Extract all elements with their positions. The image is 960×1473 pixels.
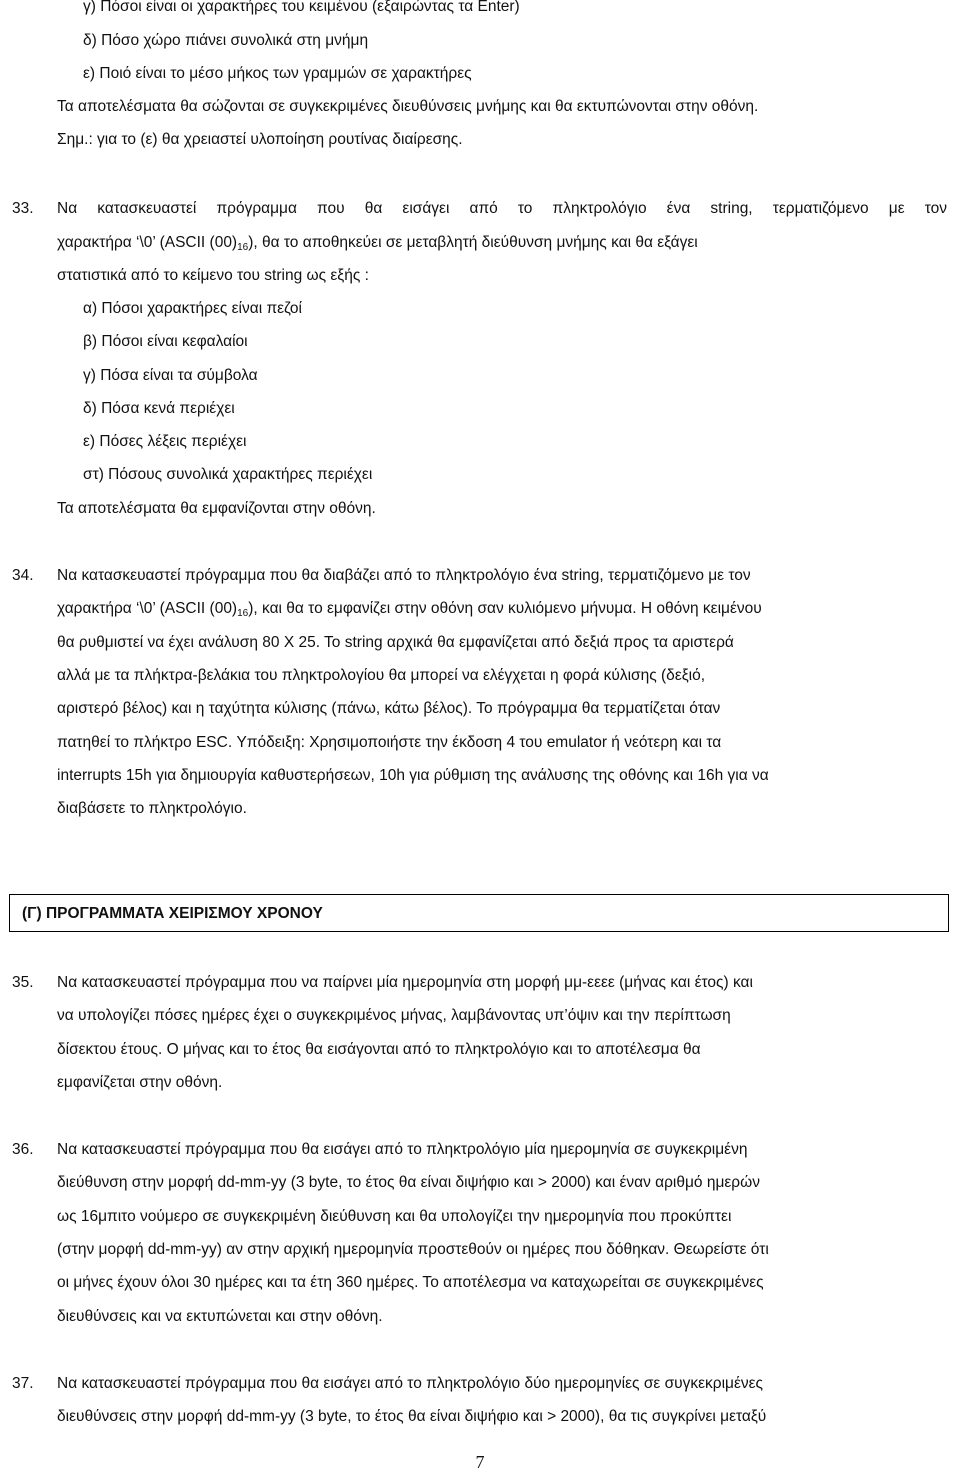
exercise-number: 36.: [12, 1141, 34, 1158]
list-item: δ) Πόσο χώρο πιάνει συνολικά στη μνήμη: [83, 32, 369, 49]
paragraph-line: Σημ.: για το (ε) θα χρειαστεί υλοποίηση ρουτίνας διαίρεσης.: [57, 131, 463, 148]
paragraph-line: πατηθεί το πλήκτρο ESC. Υπόδειξη: Χρησιμοποιήστε την έκδοση 4 του emulator ή νεότερη και τα: [57, 734, 722, 751]
list-item: γ) Πόσοι είναι οι χαρακτήρες του κειμένου (εξαιρώντας τα Enter): [83, 0, 520, 15]
paragraph-line: διευθύνσεις και να εκτυπώνεται και στην οθόνη.: [57, 1308, 383, 1325]
list-item: στ) Πόσους συνολικά χαρακτήρες περιέχει: [83, 466, 373, 483]
paragraph-line: αλλά με τα πλήκτρα-βελάκια του πληκτρολογίου θα μπορεί να ελέγχεται η φορά κύλισης (δεξιό,: [57, 667, 706, 684]
paragraph-line: ως 16μπιτο νούμερο σε συγκεκριμένη διεύθυνση και θα υπολογίζει την ημερομηνία που προκύπτει: [57, 1208, 732, 1225]
paragraph-line: [57, 233, 947, 253]
exercise-number: 35.: [12, 974, 34, 991]
paragraph-line: Τα αποτελέσματα θα εμφανίζονται στην οθόνη.: [57, 500, 376, 517]
paragraph-line: Να κατασκευαστεί πρόγραμμα που θα διαβάζει από το πληκτρολόγιο ένα string, τερματιζόμενο με τον: [57, 567, 751, 584]
paragraph-line: διευθύνσεις στην μορφή dd-mm-yy (3 byte, το έτος θα είναι διψήφιο και > 2000), θα τις συγκρίνει μεταξύ: [57, 1408, 767, 1425]
section-title: (Γ) ΠΡΟΓΡΑΜΜΑΤΑ ΧΕΙΡΙΣΜΟΥ ΧΡΟΝΟΥ: [22, 905, 323, 922]
page-number: 7: [475, 1452, 485, 1472]
paragraph-line: Να κατασκευαστεί πρόγραμμα που θα εισάγει από το πληκτρολόγιο ένα string, τερματιζόμενο με τον: [57, 200, 947, 217]
list-item: α) Πόσοι χαρακτήρες είναι πεζοί: [83, 300, 302, 317]
paragraph-line: οι μήνες έχουν όλοι 30 ημέρες και τα έτη 360 ημέρες. Το αποτέλεσμα να καταχωρείται σε συγκεκριμένες: [57, 1274, 764, 1291]
text-segment: χαρακτήρα ‘\0’ (ASCII $(00)_{16}$), θα το αποθηκεύει σε μεταβλητή διεύθυνση μνήμης και θα εξάγει: [57, 234, 698, 253]
list-item: ε) Ποιό είναι το μέσο μήκος των γραμμών σε χαρακτήρες: [83, 65, 472, 82]
paragraph-line: διαβάσετε το πληκτρολόγιο.: [57, 800, 247, 817]
paragraph-line: Τα αποτελέσματα θα σώζονται σε συγκεκριμένες διευθύνσεις μνήμης και θα εκτυπώνονται στην οθόνη.: [57, 98, 759, 115]
exercise-number: 33.: [12, 200, 34, 217]
list-item: δ) Πόσα κενά περιέχει: [83, 400, 235, 417]
section-header: [9, 894, 949, 932]
exercise-number: 34.: [12, 567, 34, 584]
paragraph-line: να υπολογίζει πόσες ημέρες έχει ο συγκεκριμένος μήνας, λαμβάνοντας υπ’όψιν και την περίπτωση: [57, 1007, 731, 1024]
paragraph-line: (στην μορφή dd-mm-yy) αν στην αρχική ημερομηνία προστεθούν οι ημέρες που δόθηκαν. Θεωρείστε ότι: [57, 1241, 769, 1258]
paragraph-line: στατιστικά από το κείμενο του string ως εξής :: [57, 267, 369, 284]
paragraph-line: εμφανίζεται στην οθόνη.: [57, 1074, 223, 1091]
paragraph-line: interrupts 15h για δημιουργία καθυστερήσεων, 10h για ρύθμιση της ανάλυσης της οθόνης και 16h για να: [57, 767, 769, 784]
paragraph-line: αριστερό βέλος) και η ταχύτητα κύλισης (πάνω, κάτω βέλος). Το πρόγραμμα θα τερματίζεται όταν: [57, 700, 721, 717]
paragraph-line: χαρακτήρα ‘\0’ (ASCII $(00)_{16}$), και θα το εμφανίζει στην οθόνη σαν κυλιόμενο μήνυμα. Η οθόνη κειμένου: [57, 600, 762, 619]
list-item: β) Πόσοι είναι κεφαλαίοι: [83, 333, 248, 350]
paragraph-line: Να κατασκευαστεί πρόγραμμα που να παίρνει μία ημερομηνία στη μορφή μμ-εεεε (μήνας και έτος) και: [57, 974, 753, 991]
exercise-number: 37.: [12, 1375, 34, 1392]
paragraph-line: θα ρυθμιστεί να έχει ανάλυση 80 Χ 25. Το string αρχικά θα εμφανίζεται από δεξιά προς τα αριστερά: [57, 634, 734, 651]
list-item: γ) Πόσα είναι τα σύμβολα: [83, 367, 258, 384]
paragraph-line: Να κατασκευαστεί πρόγραμμα που θα εισάγει από το πληκτρολόγιο δύο ημερομηνίες σε συγκεκριμένες: [57, 1375, 764, 1392]
paragraph-line: διεύθυνση στην μορφή dd-mm-yy (3 byte, το έτος θα είναι διψήφιο και > 2000) και έναν αριθμό ημερών: [57, 1174, 760, 1191]
paragraph-line: Να κατασκευαστεί πρόγραμμα που θα εισάγει από το πληκτρολόγιο μία ημερομηνία σε συγκεκριμένη: [57, 1141, 748, 1158]
paragraph-line: δίσεκτου έτους. Ο μήνας και το έτος θα εισάγονται από το πληκτρολόγιο και το αποτέλεσμα θα: [57, 1041, 701, 1058]
list-item: ε) Πόσες λέξεις περιέχει: [83, 433, 247, 450]
